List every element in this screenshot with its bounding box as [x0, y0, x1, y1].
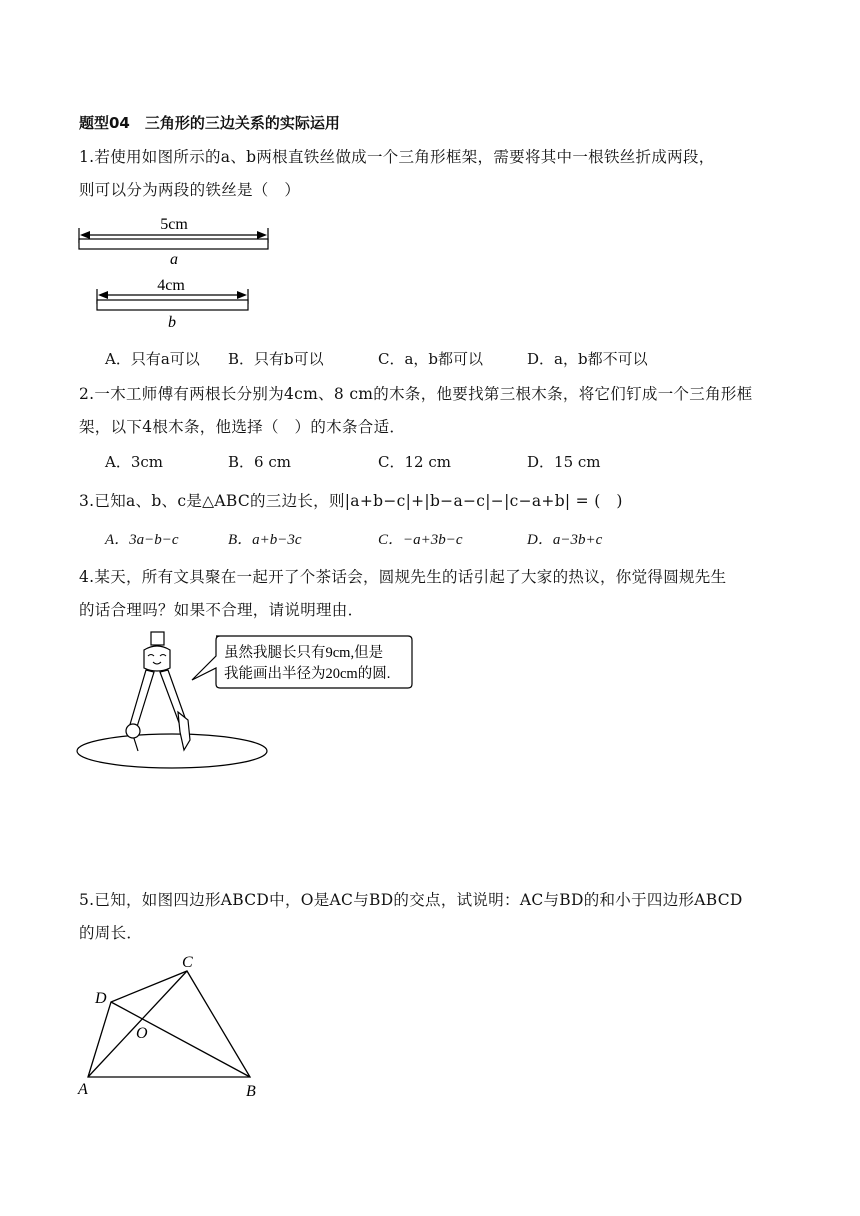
compass-left-leg — [129, 670, 154, 730]
vertex-b-label: B — [246, 1083, 256, 1100]
q5-text-line1: 5.已知，如图四边形ABCD中，O是AC与BD的交点，试说明：AC与BD的和小于四边形ABCD — [79, 891, 743, 909]
section-title: 题型04 三角形的三边关系的实际运用 — [79, 114, 340, 132]
q2-option-b: B．6 cm — [228, 453, 291, 471]
q2-text-line1: 2.一木工师傅有两根长分别为4cm、8 cm的木条，他要找第三根木条，将它们钉成一个三角形框 — [79, 385, 753, 403]
diagonal-bd — [111, 1002, 250, 1077]
compass-handle-icon — [151, 632, 164, 645]
q3-text-line1: 3.已知a、b、c是△ABC的三边长，则|a+b−c|+|b−a−c|−|c−a+b| = ( ) — [79, 492, 623, 510]
vertex-c-label: C — [182, 954, 193, 971]
quadrilateral-abcd — [88, 971, 250, 1077]
q2-option-a: A．3cm — [105, 453, 164, 471]
compass-pencil-icon — [178, 712, 190, 750]
q1-text-line2: 则可以分为两段的铁丝是（ ） — [79, 181, 301, 199]
wire-b — [97, 300, 248, 310]
wire-a-label: a — [170, 251, 178, 268]
q2-option-d: D．15 cm — [527, 453, 601, 471]
wire-a — [79, 239, 268, 249]
drawn-circle-ellipse — [77, 734, 267, 768]
q1-option-a: A．只有a可以 — [105, 350, 200, 368]
wire-b-label: b — [168, 314, 176, 331]
q2-text-line2: 架，以下4根木条，他选择（ ）的木条合适． — [79, 418, 406, 436]
compass-figure — [74, 628, 424, 773]
q3-option-d: D．a−3b+c — [527, 532, 603, 548]
q1-wire-figure — [74, 210, 284, 335]
q5-text-line2: 的周长． — [79, 924, 143, 942]
vertex-a-label: A — [78, 1081, 88, 1098]
q1-option-d: D．a，b都不可以 — [527, 350, 648, 368]
quadrilateral-figure — [70, 950, 270, 1102]
q1-text-line1: 1.若使用如图所示的a、b两根直铁丝做成一个三角形框架，需要将其中一根铁丝折成两段， — [79, 148, 715, 166]
q1-option-c: C．a，b都可以 — [378, 350, 484, 368]
a-length-label: 5cm — [160, 216, 188, 233]
q3-option-b: B．a+b−3c — [228, 532, 302, 548]
q3-option-a: A．3a−b−c — [105, 532, 179, 548]
q2-option-c: C．12 cm — [378, 453, 451, 471]
vertex-d-label: D — [95, 990, 107, 1007]
bubble-text-line1: 虽然我腿长只有9cm,但是 — [224, 645, 384, 661]
compass-head-icon — [144, 646, 170, 671]
bubble-text-line2: 我能画出半径为20cm的圆. — [224, 666, 391, 682]
q1-option-b: B．只有b可以 — [228, 350, 324, 368]
q3-option-c: C．−a+3b−c — [378, 532, 463, 548]
diagonal-ac — [88, 971, 187, 1077]
q4-text-line1: 4.某天，所有文具聚在一起开了个茶话会，圆规先生的话引起了大家的热议，你觉得圆规先生 — [79, 568, 727, 586]
point-o-label: O — [136, 1025, 148, 1042]
b-length-label: 4cm — [157, 277, 185, 294]
q4-text-line2: 的话合理吗？如果不合理，请说明理由． — [79, 601, 364, 619]
